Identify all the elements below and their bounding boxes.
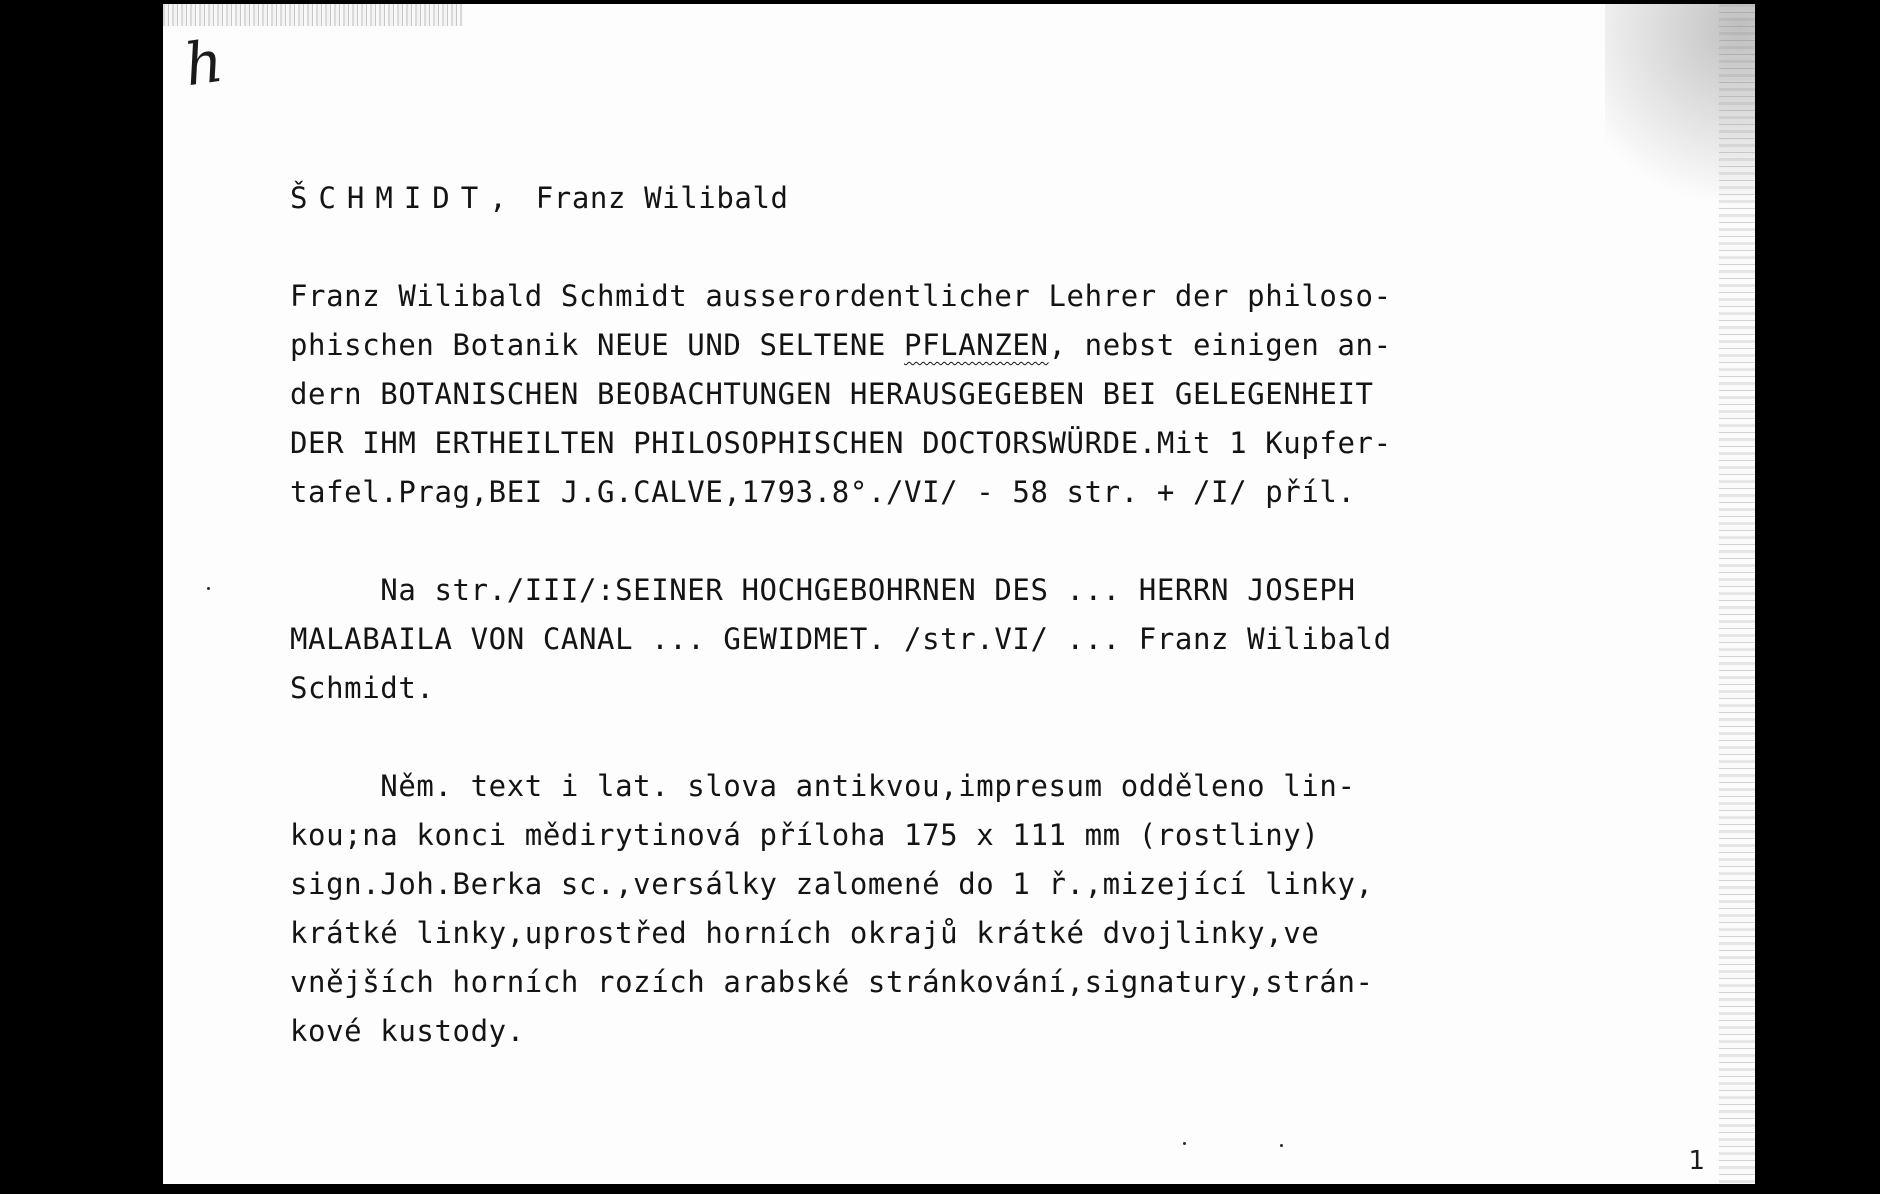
text-line: dern BOTANISCHEN BEOBACHTUNGEN HERAUSGEGEBEN BEI GELEGENHEIT — [290, 377, 1374, 411]
text-line: tafel.Prag,BEI J.G.CALVE,1793.8°./VI/ - 58 str. + /I/ příl. — [290, 475, 1356, 509]
heading-given-names: Franz Wilibald — [535, 181, 789, 215]
text-line: Na str./III/:SEINER HOCHGEBOHRNEN DES ... HERRN JOSEPH — [290, 573, 1356, 607]
page-number: 1 — [1688, 1146, 1705, 1176]
scan-noise-top — [163, 4, 463, 26]
scan-speck — [207, 587, 210, 590]
text-segment: , nebst einigen an- — [1048, 328, 1392, 362]
text-segment: phischen Botanik NEUE UND SELTENE — [290, 328, 905, 362]
text-line: Franz Wilibald Schmidt ausserordentlicher Lehrer der philoso- — [290, 279, 1392, 313]
text-line: kou;na konci mědirytinová příloha 175 x 111 mm (rostliny) — [290, 818, 1320, 852]
card-text — [290, 174, 1630, 1105]
text-line — [290, 321, 1630, 370]
text-line: vnějších horních rozích arabské stránkování,signatury,strán- — [290, 965, 1374, 999]
scan-speck — [1183, 1142, 1186, 1145]
text-line: DER IHM ERTHEILTEN PHILOSOPHISCHEN DOCTORSWÜRDE.Mit 1 Kupfer- — [290, 426, 1392, 460]
text-line: sign.Joh.Berka sc.,versálky zalomené do 1 ř.,mizející linky, — [290, 867, 1374, 901]
underlined-word: PFLANZEN — [904, 328, 1049, 362]
card-heading — [290, 174, 1630, 223]
paragraph-physical-description — [290, 762, 1630, 1056]
catalog-card — [163, 4, 1755, 1184]
paragraph-dedication — [290, 566, 1630, 713]
scan-speck — [1280, 1144, 1283, 1147]
text-line: krátké linky,uprostřed horních okrajů krátké dvojlinky,ve — [290, 916, 1320, 950]
text-line: Něm. text i lat. slova antikvou,impresum odděleno lin- — [290, 769, 1356, 803]
handwritten-mark: h — [180, 26, 227, 100]
text-line: MALABAILA VON CANAL ... GEWIDMET. /str.VI/ ... Franz Wilibald — [290, 622, 1392, 656]
paragraph-title-description — [290, 272, 1630, 517]
text-line: kové kustody. — [290, 1014, 525, 1048]
text-line: Schmidt. — [290, 671, 435, 705]
heading-surname: ŠCHMIDT, — [290, 181, 518, 215]
